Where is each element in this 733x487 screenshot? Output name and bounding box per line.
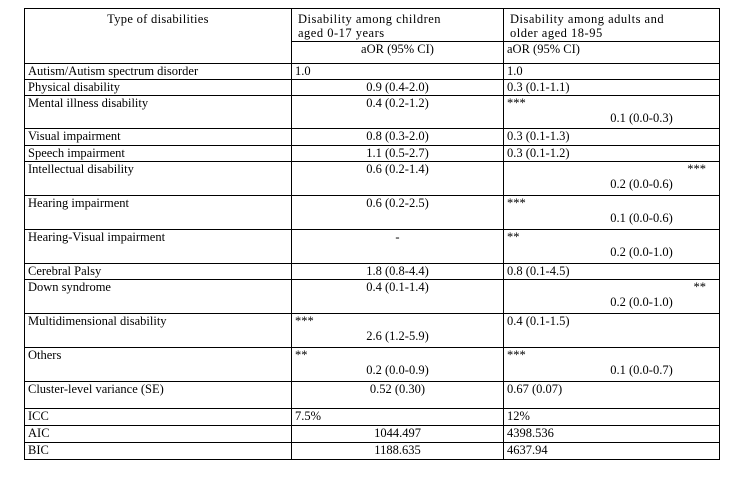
row-label: Speech impairment	[25, 146, 292, 162]
child-value: 0.2 (0.0-0.9)	[366, 363, 429, 377]
significance-stars: ***	[295, 314, 314, 328]
child-value: 7.5%	[292, 409, 504, 426]
header-adults-line1: Disability among adults and	[510, 12, 665, 26]
adult-value: 0.2 (0.0-1.0)	[610, 245, 673, 259]
subheader-children-aor: aOR (95% CI)	[292, 42, 504, 64]
child-value: 0.4 (0.2-1.2)	[292, 96, 504, 129]
adult-value: 12%	[504, 409, 720, 426]
adult-value: 0.1 (0.0-0.6)	[610, 211, 673, 225]
row-label: Others	[25, 348, 292, 382]
adult-value: 0.2 (0.0-0.6)	[610, 177, 673, 191]
significance-stars: ***	[507, 196, 526, 210]
table-row	[25, 146, 720, 162]
child-value: 1.0	[292, 64, 504, 80]
adult-value: 0.67 (0.07)	[504, 382, 720, 409]
table-row	[25, 162, 720, 196]
table-row	[25, 96, 720, 129]
adult-value: 0.1 (0.0-0.7)	[610, 363, 673, 377]
adult-value: 0.4 (0.1-1.5)	[504, 314, 720, 348]
child-value: 2.6 (1.2-5.9)	[366, 329, 429, 343]
adult-value: 4398.536	[504, 426, 720, 443]
adult-value: 0.3 (0.1-1.1)	[504, 80, 720, 96]
row-label: Intellectual disability	[25, 162, 292, 196]
table-row	[25, 348, 720, 382]
adult-cell	[504, 162, 720, 196]
table-row	[25, 129, 720, 146]
adult-value: 4637.94	[504, 443, 720, 460]
child-value: 1188.635	[292, 443, 504, 460]
adult-value: 1.0	[504, 64, 720, 80]
table-row	[25, 443, 720, 460]
header-row	[25, 9, 720, 42]
significance-stars: **	[693, 280, 706, 294]
child-value: -	[292, 230, 504, 264]
table-row	[25, 64, 720, 80]
child-value: 0.4 (0.1-1.4)	[292, 280, 504, 314]
disability-aor-table	[24, 8, 720, 460]
significance-stars: ***	[507, 96, 526, 110]
table-row	[25, 230, 720, 264]
table-row	[25, 382, 720, 409]
child-cell	[292, 314, 504, 348]
adult-cell	[504, 348, 720, 382]
row-label: Hearing-Visual impairment	[25, 230, 292, 264]
child-value: 0.8 (0.3-2.0)	[292, 129, 504, 146]
adult-cell	[504, 280, 720, 314]
significance-stars: ***	[687, 162, 706, 176]
row-label: Cluster-level variance (SE)	[25, 382, 292, 409]
row-label: Down syndrome	[25, 280, 292, 314]
child-value: 0.9 (0.4-2.0)	[292, 80, 504, 96]
table-row	[25, 264, 720, 280]
header-adults-line2: older aged 18-95	[510, 26, 603, 40]
adult-cell	[504, 196, 720, 230]
child-value: 0.6 (0.2-2.5)	[292, 196, 504, 230]
row-label: Visual impairment	[25, 129, 292, 146]
row-label: Multidimensional disability	[25, 314, 292, 348]
adult-cell	[504, 230, 720, 264]
adult-value: 0.2 (0.0-1.0)	[610, 295, 673, 309]
row-label: Mental illness disability	[25, 96, 292, 129]
table-row	[25, 80, 720, 96]
adult-value: 0.1 (0.0-0.3)	[610, 111, 673, 125]
significance-stars: ***	[507, 348, 526, 362]
header-children	[292, 9, 504, 42]
adult-value: 0.3 (0.1-1.3)	[504, 129, 720, 146]
table-row	[25, 196, 720, 230]
row-label: BIC	[25, 443, 292, 460]
table-row	[25, 409, 720, 426]
header-children-line1: Disability among children	[298, 12, 442, 26]
child-value: 0.6 (0.2-1.4)	[292, 162, 504, 196]
child-value: 1044.497	[292, 426, 504, 443]
row-label: AIC	[25, 426, 292, 443]
adult-value: 0.8 (0.1-4.5)	[504, 264, 720, 280]
adult-value: 0.3 (0.1-1.2)	[504, 146, 720, 162]
row-label: Physical disability	[25, 80, 292, 96]
row-label: ICC	[25, 409, 292, 426]
row-label: Hearing impairment	[25, 196, 292, 230]
adult-cell	[504, 96, 720, 129]
subheader-adults-aor: aOR (95% CI)	[504, 42, 720, 64]
table-row	[25, 280, 720, 314]
significance-stars: **	[295, 348, 308, 362]
header-adults	[504, 9, 720, 42]
row-label: Autism/Autism spectrum disorder	[25, 64, 292, 80]
table-row	[25, 426, 720, 443]
child-value: 0.52 (0.30)	[292, 382, 504, 409]
table-row	[25, 314, 720, 348]
header-children-line2: aged 0-17 years	[298, 26, 385, 40]
row-label: Cerebral Palsy	[25, 264, 292, 280]
child-cell	[292, 348, 504, 382]
child-value: 1.8 (0.8-4.4)	[292, 264, 504, 280]
child-value: 1.1 (0.5-2.7)	[292, 146, 504, 162]
significance-stars: **	[507, 230, 520, 244]
header-type-of-disabilities: Type of disabilities	[25, 9, 292, 64]
